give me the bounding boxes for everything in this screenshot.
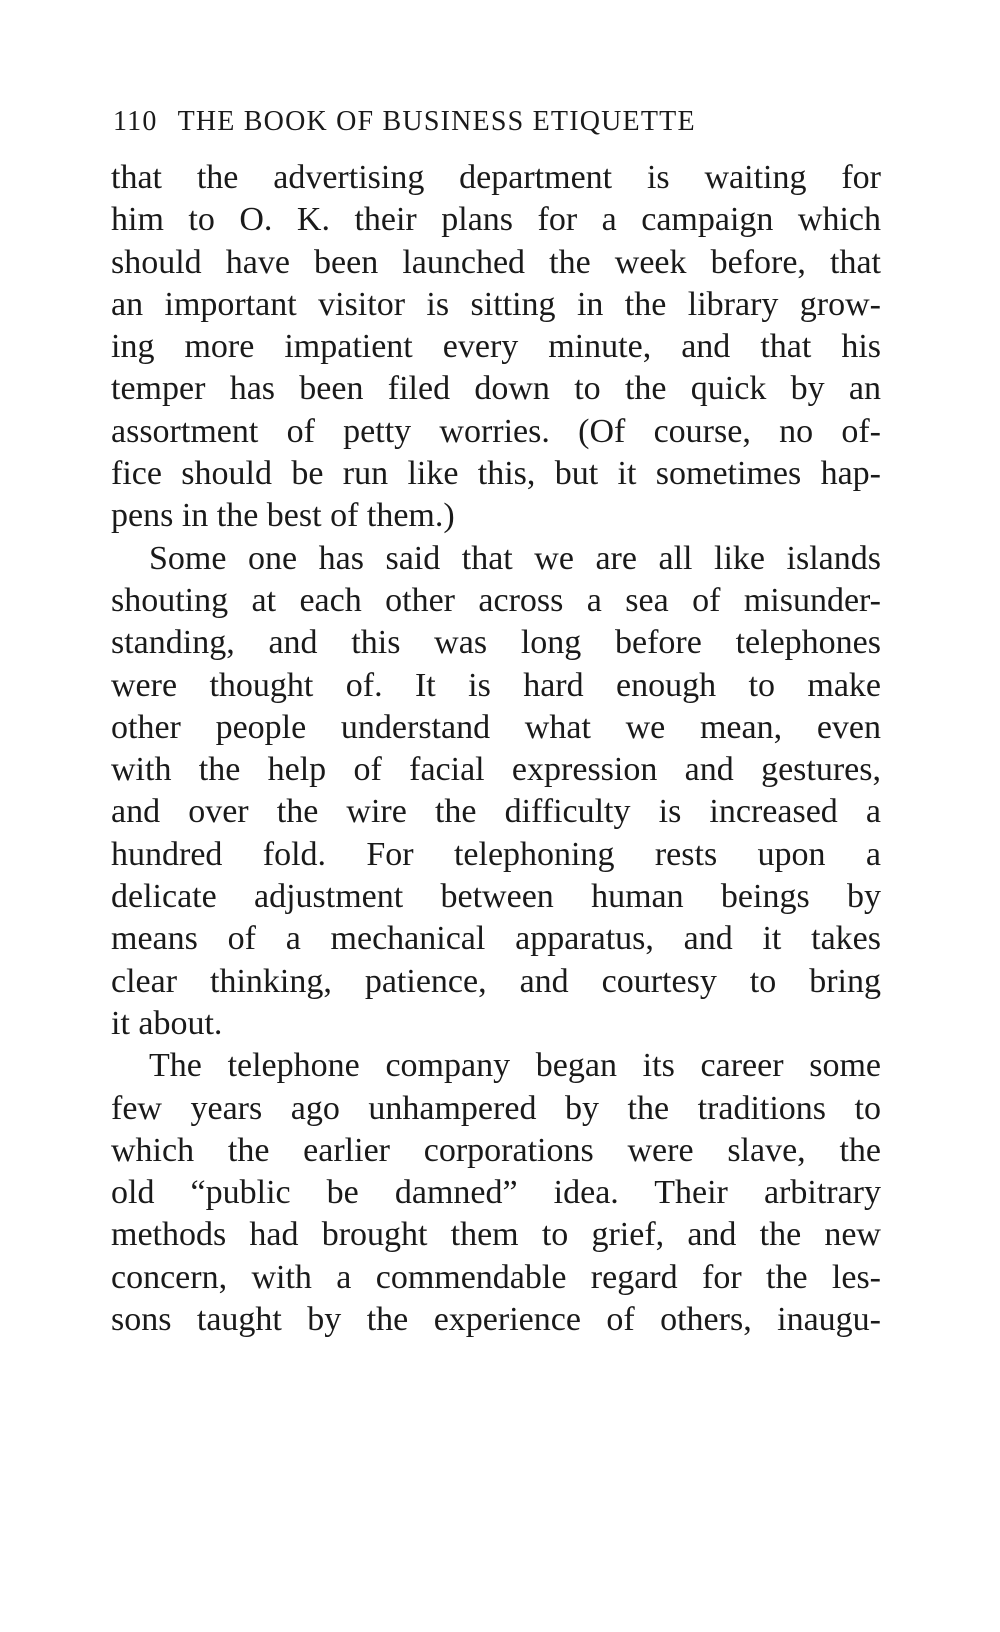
- text-line: ing more impatient every minute, and that his: [111, 328, 881, 366]
- text-line: with the help of facial expression and gestures,: [111, 751, 881, 789]
- running-head: [113, 104, 903, 140]
- text-line: which the earlier corporations were slave, the: [111, 1131, 881, 1169]
- body-text: [111, 157, 881, 1341]
- text-line: methods had brought them to grief, and the new: [111, 1216, 881, 1254]
- text-line: delicate adjustment between human beings by: [111, 878, 881, 916]
- running-head-title: THE BOOK OF BUSINESS ETIQUETTE: [177, 106, 696, 137]
- text-line: shouting at each other across a sea of misunder-: [111, 581, 881, 619]
- text-line: pens in the best of them.): [111, 497, 455, 535]
- text-line: and over the wire the difficulty is increased a: [111, 793, 881, 831]
- text-line: him to O. K. their plans for a campaign which: [111, 201, 881, 239]
- text-line: means of a mechanical apparatus, and it takes: [111, 920, 881, 958]
- text-line: assortment of petty worries. (Of course, no of-: [111, 412, 881, 450]
- paragraph-first-line: The telephone company began its career some: [149, 1047, 881, 1085]
- text-line: an important visitor is sitting in the library grow-: [111, 285, 881, 323]
- text-line: it about.: [111, 1004, 223, 1042]
- text-line: that the advertising department is waiting for: [111, 159, 881, 196]
- text-line: standing, and this was long before telephones: [111, 624, 881, 662]
- text-line: fice should be run like this, but it sometimes hap-: [111, 455, 881, 493]
- paragraph-first-line: Some one has said that we are all like islands: [149, 539, 881, 577]
- text-line: other people understand what we mean, even: [111, 708, 881, 746]
- text-line: temper has been filed down to the quick by an: [111, 370, 881, 408]
- text-line: should have been launched the week before, that: [111, 243, 881, 281]
- text-line: clear thinking, patience, and courtesy to bring: [111, 962, 881, 1000]
- page-number: 110: [113, 106, 158, 137]
- text-line: few years ago unhampered by the traditions to: [111, 1089, 881, 1127]
- text-line: hundred fold. For telephoning rests upon a: [111, 835, 881, 873]
- text-line: concern, with a commendable regard for the les-: [111, 1258, 881, 1296]
- text-line: were thought of. It is hard enough to make: [111, 666, 881, 704]
- text-line: sons taught by the experience of others, inaugu-: [111, 1301, 881, 1339]
- text-line: old “public be damned” idea. Their arbitrary: [111, 1174, 881, 1212]
